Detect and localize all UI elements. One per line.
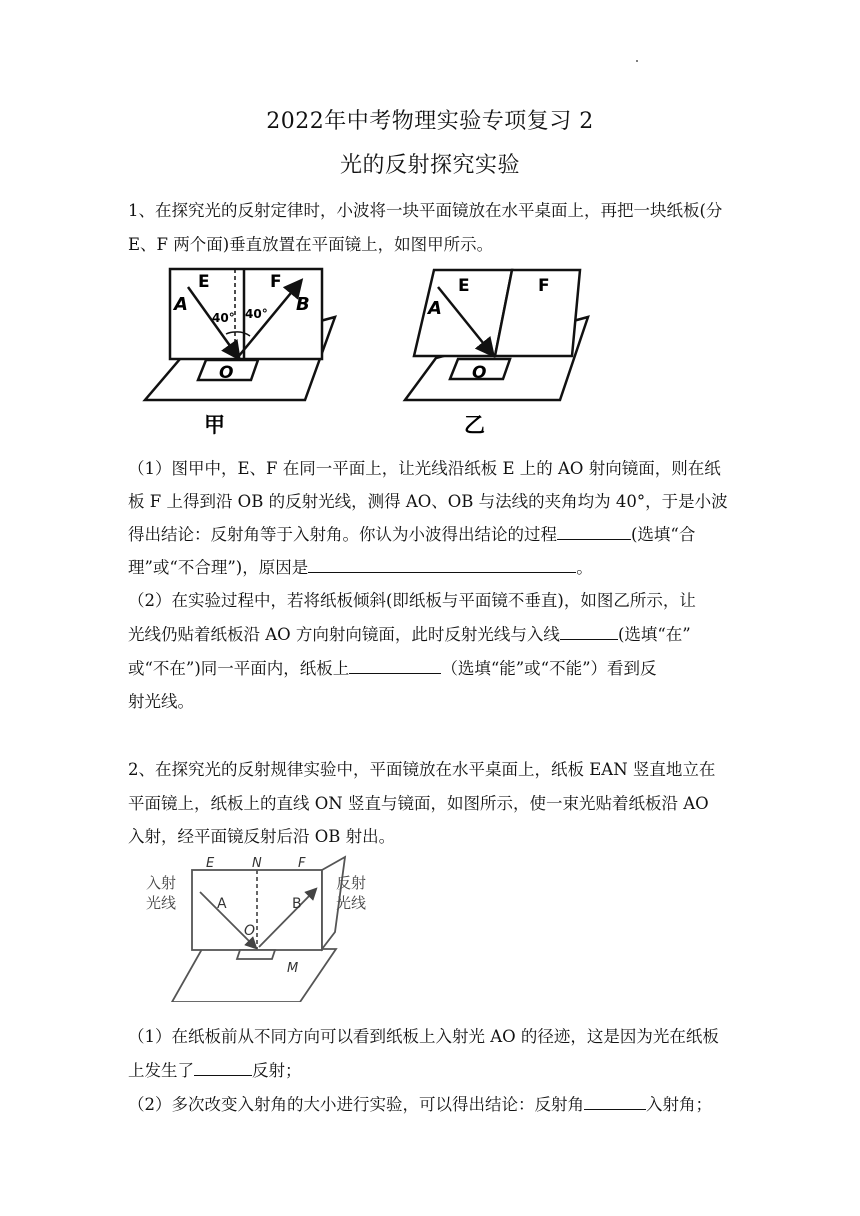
q1-p1-line2: 板 F 上得到沿 OB 的反射光线，测得 AO、OB 与法线的夹角均为 40°，于是小波: [128, 492, 728, 511]
q2-stem-line3: 入射，经平面镜反射后沿 OB 射出。: [128, 827, 396, 846]
page-title: 2022年中考物理实验专项复习 2: [266, 109, 594, 134]
angle-left-label: 40°: [212, 311, 235, 325]
figure-caption-yi: 乙: [464, 413, 485, 437]
label-a: A: [428, 298, 442, 319]
figure-q2: [140, 852, 400, 1002]
label-a: A: [217, 896, 227, 912]
q1-p1-line1: （1）图甲中，E、F 在同一平面上，让光线沿纸板 E 上的 AO 射向镜面，则在纸: [128, 459, 721, 478]
label-reflected-2: 光线: [336, 894, 367, 912]
q1-stem-line2: E、F 两个面)垂直放置在平面镜上，如图甲所示。: [128, 235, 494, 254]
label-incident-1: 入射: [146, 874, 177, 892]
figure-yi: [400, 262, 600, 442]
mirror-square: [237, 950, 275, 959]
paper-board: [192, 870, 322, 950]
label-e: E: [458, 276, 470, 296]
q1-stem-line1: 1、在探究光的反射定律时，小波将一块平面镜放在水平桌面上，再把一块纸板(分: [128, 201, 723, 220]
label-o: O: [472, 363, 487, 383]
answer-blank-can-see[interactable]: [349, 659, 441, 674]
q2-stem-line1: 2、在探究光的反射规律实验中，平面镜放在水平桌面上，纸板 EAN 竖直地立在: [128, 760, 716, 779]
q2-stem-line2: 平面镜上，纸板上的直线 ON 竖直与镜面，如图所示，使一束光贴着纸板沿 AO: [128, 794, 709, 813]
label-a: A: [174, 294, 188, 315]
figure-caption-jia: 甲: [204, 413, 225, 437]
label-o: O: [244, 923, 256, 939]
q2-p1-line2: 上发生了 反射；: [128, 1061, 302, 1080]
scan-dot: [636, 60, 638, 62]
label-f: F: [270, 272, 282, 292]
label-f: F: [298, 856, 306, 871]
label-f: F: [538, 276, 550, 296]
label-e: E: [198, 272, 210, 292]
q2-p2-line1: （2）多次改变入射角的大小进行实验，可以得出结论：反射角 入射角；: [128, 1095, 712, 1114]
label-b: B: [296, 294, 310, 315]
label-b: B: [292, 896, 302, 912]
label-o: O: [219, 363, 234, 383]
q1-p1-line4: 理”或“不合理”)，原因是 。: [128, 558, 593, 577]
q1-p1-line3: 得出结论：反射角等于入射角。你认为小波得出结论的过程 (选填“合: [128, 525, 696, 544]
q1-p2-line4: 射光线。: [128, 692, 194, 711]
answer-blank-angle-relation[interactable]: [584, 1095, 646, 1110]
label-reflected-1: 反射: [336, 874, 367, 892]
page-subtitle: 光的反射探究实验: [339, 153, 520, 178]
angle-right-label: 40°: [245, 307, 268, 321]
q1-p2-line3: 或“不在”)同一平面内，纸板上 （选填“能”或“不能”）看到反: [128, 659, 657, 678]
answer-blank-reason[interactable]: [308, 558, 576, 573]
answer-blank-same-plane[interactable]: [560, 625, 618, 640]
answer-blank-reflection-type[interactable]: [194, 1061, 252, 1076]
figure-jia: [140, 262, 360, 442]
q1-p2-line1: （2）在实验过程中，若将纸板倾斜(即纸板与平面镜不垂直)，如图乙所示，让: [128, 591, 696, 610]
label-incident-2: 光线: [146, 894, 177, 912]
label-m: M: [287, 961, 299, 976]
q2-p1-line1: （1）在纸板前从不同方向可以看到纸板上入射光 AO 的径迹，这是因为光在纸板: [128, 1027, 719, 1046]
label-n: N: [252, 856, 262, 871]
q1-p2-line2: 光线仍贴着纸板沿 AO 方向射向镜面，此时反射光线与入线 (选填“在”: [128, 625, 691, 644]
answer-blank-reasonable[interactable]: [557, 525, 631, 540]
label-e: E: [206, 856, 215, 871]
